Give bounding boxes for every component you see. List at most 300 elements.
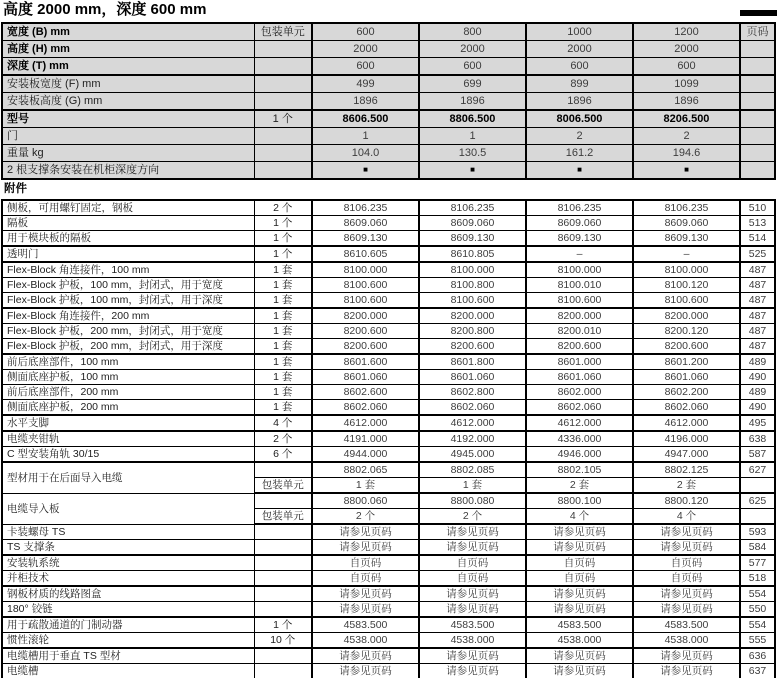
value-cell: 请参见页码 — [526, 602, 633, 618]
accessory-row — [2, 555, 775, 571]
accessory-row — [2, 354, 775, 370]
value-cell: 1099 — [633, 75, 740, 93]
unit-cell — [254, 571, 312, 587]
value-cell: 1 — [312, 128, 419, 145]
page-cell: 550 — [740, 602, 775, 618]
unit-cell — [254, 664, 312, 678]
value-cell: 请参见页码 — [312, 524, 419, 540]
accessory-row — [2, 400, 775, 416]
accessory-label-cell: 卡装螺母 TS — [2, 524, 254, 540]
value-cell: 请参见页码 — [526, 586, 633, 602]
accessory-row — [2, 308, 775, 324]
value-cell: 8200.010 — [526, 324, 633, 339]
page-cell: 518 — [740, 571, 775, 587]
value-cell: 请参见页码 — [312, 648, 419, 664]
value-cell: 8602.600 — [312, 385, 419, 400]
value-cell: 104.0 — [312, 145, 419, 162]
value-cell: 自页码 — [419, 571, 526, 587]
value-cell: 600 — [633, 58, 740, 76]
value-cell: 8802.125 — [633, 462, 740, 478]
value-cell: 161.2 — [526, 145, 633, 162]
accessory-row — [2, 524, 775, 540]
unit-cell — [254, 128, 312, 145]
spec-label-cell: 2 根支撑条安装在机柜深度方向 — [2, 162, 254, 180]
page-cell: 636 — [740, 648, 775, 664]
page-cell — [740, 478, 775, 494]
unit-cell — [254, 462, 312, 478]
page-cell — [740, 41, 775, 58]
accessory-row — [2, 262, 775, 278]
page-cell: 487 — [740, 324, 775, 339]
unit-cell: 6 个 — [254, 447, 312, 463]
unit-cell: 1 套 — [254, 370, 312, 385]
accessory-row — [2, 216, 775, 231]
unit-cell — [254, 162, 312, 180]
page-cell: 587 — [740, 447, 775, 463]
value-cell: 8100.600 — [312, 293, 419, 309]
unit-cell: 1 套 — [254, 293, 312, 309]
page-cell: 525 — [740, 246, 775, 262]
value-cell: 2 个 — [312, 509, 419, 525]
accessory-row — [2, 602, 775, 618]
accessory-label-cell: 前后底座部件，200 mm — [2, 385, 254, 400]
value-cell: 请参见页码 — [419, 540, 526, 556]
accessory-label-cell: 惯性滚轮 — [2, 633, 254, 649]
value-cell: 1 — [419, 128, 526, 145]
spec-label-cell: 门 — [2, 128, 254, 145]
value-cell: 8200.800 — [419, 324, 526, 339]
value-cell: 8609.060 — [419, 216, 526, 231]
value-cell: 请参见页码 — [526, 648, 633, 664]
value-cell: 1 套 — [419, 478, 526, 494]
value-cell: 请参见页码 — [633, 586, 740, 602]
spec-row — [2, 58, 775, 76]
unit-cell: 1 个 — [254, 216, 312, 231]
value-cell: 8601.800 — [419, 354, 526, 370]
page-cell: 593 — [740, 524, 775, 540]
accessory-row — [2, 648, 775, 664]
page-cell: 638 — [740, 431, 775, 447]
accessories-section-header: 附件 — [4, 183, 27, 195]
spec-row — [2, 75, 775, 93]
accessory-label-cell: C 型安装角轨 30/15 — [2, 447, 254, 463]
value-cell: 请参见页码 — [419, 602, 526, 618]
accessory-label-cell: 电缆夹钳轨 — [2, 431, 254, 447]
value-cell: ■ — [312, 162, 419, 180]
value-cell: 请参见页码 — [633, 524, 740, 540]
value-cell: 4336.000 — [526, 431, 633, 447]
page-cell: 554 — [740, 617, 775, 633]
accessory-row — [2, 246, 775, 262]
value-cell: 4583.500 — [526, 617, 633, 633]
value-cell: 请参见页码 — [419, 664, 526, 678]
value-cell: 4583.500 — [419, 617, 526, 633]
accessory-label-cell: 侧板，可用螺钉固定，钢板 — [2, 200, 254, 216]
accessory-row — [2, 339, 775, 355]
value-cell: 8106.235 — [312, 200, 419, 216]
unit-cell — [254, 602, 312, 618]
value-cell: 4583.500 — [633, 617, 740, 633]
page-cell: 577 — [740, 555, 775, 571]
value-cell: 8100.000 — [633, 262, 740, 278]
spec-row — [2, 128, 775, 145]
page-cell: 627 — [740, 462, 775, 478]
spec-table-body — [2, 23, 775, 179]
accessory-row — [2, 540, 775, 556]
unit-cell — [254, 75, 312, 93]
page-cell — [740, 58, 775, 76]
accessory-label-cell: 安装轨系统 — [2, 555, 254, 571]
unit-cell — [254, 493, 312, 509]
value-cell: 自页码 — [526, 571, 633, 587]
value-cell: 499 — [312, 75, 419, 93]
value-cell: 2000 — [633, 41, 740, 58]
value-cell: 8601.200 — [633, 354, 740, 370]
page-cell: 489 — [740, 354, 775, 370]
unit-cell: 2 个 — [254, 200, 312, 216]
accessory-row — [2, 324, 775, 339]
value-cell: 4612.000 — [312, 415, 419, 431]
value-cell: 8200.600 — [633, 339, 740, 355]
value-cell: 8601.060 — [419, 370, 526, 385]
spec-label-cell: 高度 (H) mm — [2, 41, 254, 58]
value-cell: 2000 — [419, 41, 526, 58]
value-cell: 8609.130 — [419, 231, 526, 247]
unit-cell: 1 套 — [254, 324, 312, 339]
value-cell: 8200.600 — [419, 339, 526, 355]
value-cell: 8602.800 — [419, 385, 526, 400]
accessory-label-cell: 前后底座部件，100 mm — [2, 354, 254, 370]
value-cell: 请参见页码 — [312, 602, 419, 618]
page-cell: 510 — [740, 200, 775, 216]
value-cell: 8200.600 — [312, 339, 419, 355]
value-cell: 8602.060 — [312, 400, 419, 416]
spec-row — [2, 23, 775, 41]
accessory-label-cell: Flex-Block 护板，100 mm，封闭式，用于深度 — [2, 293, 254, 309]
accessory-label-cell: 钢板材质的线路图盒 — [2, 586, 254, 602]
accessory-label-cell: Flex-Block 角连接件，200 mm — [2, 308, 254, 324]
accessory-row — [2, 231, 775, 247]
value-cell: 8100.000 — [312, 262, 419, 278]
value-cell: 8606.500 — [312, 110, 419, 128]
value-cell: 8802.065 — [312, 462, 419, 478]
value-cell: 8800.100 — [526, 493, 633, 509]
value-cell: 8601.060 — [633, 370, 740, 385]
value-cell: 自页码 — [633, 571, 740, 587]
value-cell: 4612.000 — [419, 415, 526, 431]
unit-cell: 1 套 — [254, 278, 312, 293]
unit-cell: 1 套 — [254, 400, 312, 416]
page-cell — [740, 93, 775, 111]
value-cell: 699 — [419, 75, 526, 93]
value-cell: 4192.000 — [419, 431, 526, 447]
value-cell: 请参见页码 — [312, 664, 419, 678]
value-cell: 请参见页码 — [633, 540, 740, 556]
value-cell: 2 — [526, 128, 633, 145]
page-cell: 487 — [740, 308, 775, 324]
accessory-row — [2, 385, 775, 400]
accessory-label-cell: 用于模块板的隔板 — [2, 231, 254, 247]
accessory-row — [2, 617, 775, 633]
value-cell: 8106.235 — [526, 200, 633, 216]
value-cell: 130.5 — [419, 145, 526, 162]
value-cell: 8806.500 — [419, 110, 526, 128]
accessory-row — [2, 200, 775, 216]
value-cell: 8601.000 — [526, 354, 633, 370]
accessory-label-cell: Flex-Block 护板，100 mm，封闭式，用于宽度 — [2, 278, 254, 293]
value-cell: 8800.060 — [312, 493, 419, 509]
value-cell: 4538.000 — [526, 633, 633, 649]
page-cell: 495 — [740, 415, 775, 431]
unit-cell: 4 个 — [254, 415, 312, 431]
value-cell: 8100.120 — [633, 278, 740, 293]
value-cell: 8100.800 — [419, 278, 526, 293]
value-cell: 4944.000 — [312, 447, 419, 463]
unit-cell: 1 个 — [254, 231, 312, 247]
unit-cell — [254, 145, 312, 162]
value-cell: 8802.085 — [419, 462, 526, 478]
accessory-row — [2, 370, 775, 385]
unit-cell — [254, 586, 312, 602]
value-cell: 请参见页码 — [526, 664, 633, 678]
value-cell: 请参见页码 — [419, 586, 526, 602]
value-cell: 1896 — [419, 93, 526, 111]
value-cell: 1896 — [633, 93, 740, 111]
page-cell: 514 — [740, 231, 775, 247]
value-cell: 4 个 — [526, 509, 633, 525]
value-cell: 请参见页码 — [312, 540, 419, 556]
page-cell: 625 — [740, 493, 775, 509]
unit-cell: 包装单元 — [254, 509, 312, 525]
accessory-label-cell: 用于疏散通道的门制动器 — [2, 617, 254, 633]
value-cell: 8206.500 — [633, 110, 740, 128]
value-cell: ■ — [526, 162, 633, 180]
value-cell: – — [526, 246, 633, 262]
value-cell: 请参见页码 — [633, 602, 740, 618]
spec-label-cell: 安装板宽度 (F) mm — [2, 75, 254, 93]
value-cell: 8602.200 — [633, 385, 740, 400]
accessory-row — [2, 431, 775, 447]
value-cell: 2 套 — [526, 478, 633, 494]
page-cell — [740, 75, 775, 93]
value-cell: ■ — [633, 162, 740, 180]
value-cell: 8609.130 — [526, 231, 633, 247]
value-cell: 4612.000 — [633, 415, 740, 431]
page-cell: 554 — [740, 586, 775, 602]
value-cell: 8800.120 — [633, 493, 740, 509]
accessory-row — [2, 462, 775, 478]
spec-label-cell: 型号 — [2, 110, 254, 128]
accessory-label-cell: 侧面底座护板，100 mm — [2, 370, 254, 385]
value-cell: 8610.805 — [419, 246, 526, 262]
value-cell: 8602.060 — [419, 400, 526, 416]
value-cell: 请参见页码 — [419, 648, 526, 664]
accessory-label-cell: Flex-Block 角连接件，100 mm — [2, 262, 254, 278]
spec-row — [2, 110, 775, 128]
value-cell: 自页码 — [419, 555, 526, 571]
unit-cell — [254, 524, 312, 540]
unit-cell: 包装单元 — [254, 23, 312, 41]
value-cell: 自页码 — [526, 555, 633, 571]
page-cell: 487 — [740, 293, 775, 309]
value-cell: 4947.000 — [633, 447, 740, 463]
value-cell: 8100.000 — [526, 262, 633, 278]
accessory-row — [2, 664, 775, 678]
spec-label-cell: 安装板高度 (G) mm — [2, 93, 254, 111]
accessory-row — [2, 571, 775, 587]
value-cell: 194.6 — [633, 145, 740, 162]
value-cell: 1000 — [526, 23, 633, 41]
spec-row — [2, 145, 775, 162]
page-cell — [740, 509, 775, 525]
accessory-label-cell: 180° 铰链 — [2, 602, 254, 618]
value-cell: 8602.060 — [633, 400, 740, 416]
value-cell: 8200.000 — [312, 308, 419, 324]
value-cell: 2 个 — [419, 509, 526, 525]
value-cell: 8601.600 — [312, 354, 419, 370]
value-cell: 1896 — [312, 93, 419, 111]
value-cell: 4538.000 — [633, 633, 740, 649]
unit-cell — [254, 41, 312, 58]
value-cell: 8200.000 — [419, 308, 526, 324]
unit-cell: 1 套 — [254, 354, 312, 370]
value-cell: 自页码 — [633, 555, 740, 571]
value-cell: 自页码 — [312, 571, 419, 587]
value-cell: 4191.000 — [312, 431, 419, 447]
value-cell: 8006.500 — [526, 110, 633, 128]
unit-cell: 1 套 — [254, 308, 312, 324]
accessory-row — [2, 278, 775, 293]
page-cell: 489 — [740, 385, 775, 400]
spec-label-cell: 宽度 (B) mm — [2, 23, 254, 41]
unit-cell — [254, 648, 312, 664]
value-cell: 8610.605 — [312, 246, 419, 262]
value-cell: 8609.060 — [633, 216, 740, 231]
page-cell — [740, 128, 775, 145]
page-cell — [740, 162, 775, 180]
value-cell: 2 套 — [633, 478, 740, 494]
accessory-label-cell: Flex-Block 护板，200 mm，封闭式，用于深度 — [2, 339, 254, 355]
value-cell: 请参见页码 — [419, 524, 526, 540]
accessories-table-body — [2, 200, 775, 678]
accessory-label-cell: 透明门 — [2, 246, 254, 262]
value-cell: 2000 — [526, 41, 633, 58]
spec-table — [1, 22, 776, 180]
page-cell: 555 — [740, 633, 775, 649]
value-cell: 8200.000 — [633, 308, 740, 324]
value-cell: 8100.010 — [526, 278, 633, 293]
value-cell: 4538.000 — [312, 633, 419, 649]
page-cell: 487 — [740, 262, 775, 278]
accessory-label-cell: 电缆导入板 — [2, 493, 254, 524]
accessory-row — [2, 447, 775, 463]
value-cell: 8609.060 — [312, 216, 419, 231]
page-cell: 页码 — [740, 23, 775, 41]
value-cell: 800 — [419, 23, 526, 41]
value-cell: ■ — [419, 162, 526, 180]
value-cell: 600 — [312, 23, 419, 41]
page-cell: 487 — [740, 278, 775, 293]
page-edge-tab-marker — [740, 10, 777, 16]
tables-wrap — [1, 22, 775, 678]
value-cell: 8100.000 — [419, 262, 526, 278]
page-cell: 490 — [740, 370, 775, 385]
unit-cell: 10 个 — [254, 633, 312, 649]
spec-label-cell: 深度 (T) mm — [2, 58, 254, 76]
page-cell: 490 — [740, 400, 775, 416]
spec-row — [2, 93, 775, 111]
value-cell: 8609.130 — [312, 231, 419, 247]
value-cell: 4946.000 — [526, 447, 633, 463]
accessory-row — [2, 633, 775, 649]
value-cell: 8200.000 — [526, 308, 633, 324]
page-cell — [740, 110, 775, 128]
unit-cell: 1 套 — [254, 262, 312, 278]
page-cell: 513 — [740, 216, 775, 231]
value-cell: 4583.500 — [312, 617, 419, 633]
value-cell: 4612.000 — [526, 415, 633, 431]
value-cell: 8802.105 — [526, 462, 633, 478]
accessory-label-cell: TS 支撑条 — [2, 540, 254, 556]
value-cell: 8106.235 — [419, 200, 526, 216]
value-cell: 请参见页码 — [526, 524, 633, 540]
value-cell: 8601.060 — [312, 370, 419, 385]
value-cell: 4945.000 — [419, 447, 526, 463]
value-cell: 自页码 — [312, 555, 419, 571]
value-cell: 2000 — [312, 41, 419, 58]
unit-cell — [254, 540, 312, 556]
page-cell: 637 — [740, 664, 775, 678]
value-cell: 8200.600 — [312, 324, 419, 339]
value-cell: – — [633, 246, 740, 262]
unit-cell: 包装单元 — [254, 478, 312, 494]
accessory-label-cell: Flex-Block 护板，200 mm，封闭式，用于宽度 — [2, 324, 254, 339]
unit-cell — [254, 555, 312, 571]
value-cell: 4538.000 — [419, 633, 526, 649]
accessory-label-cell: 电缆槽 — [2, 664, 254, 678]
spec-label-cell: 重量 kg — [2, 145, 254, 162]
value-cell: 2 — [633, 128, 740, 145]
unit-cell: 1 个 — [254, 617, 312, 633]
value-cell: 请参见页码 — [526, 540, 633, 556]
accessory-row — [2, 293, 775, 309]
accessory-label-cell: 侧面底座护板，200 mm — [2, 400, 254, 416]
page-cell — [740, 145, 775, 162]
unit-cell: 1 个 — [254, 110, 312, 128]
accessories-table — [1, 199, 776, 678]
value-cell: 请参见页码 — [312, 586, 419, 602]
page-title: 高度 2000 mm，深度 600 mm — [3, 1, 207, 18]
unit-cell: 2 个 — [254, 431, 312, 447]
unit-cell: 1 套 — [254, 385, 312, 400]
accessory-label-cell: 隔板 — [2, 216, 254, 231]
accessory-label-cell: 并柜技术 — [2, 571, 254, 587]
unit-cell — [254, 58, 312, 76]
value-cell: 8800.080 — [419, 493, 526, 509]
value-cell: 8609.130 — [633, 231, 740, 247]
value-cell: 899 — [526, 75, 633, 93]
value-cell: 1 套 — [312, 478, 419, 494]
value-cell: 请参见页码 — [633, 648, 740, 664]
accessory-row — [2, 493, 775, 509]
accessory-label-cell: 电缆槽用于垂直 TS 型材 — [2, 648, 254, 664]
value-cell: 4 个 — [633, 509, 740, 525]
value-cell: 8106.235 — [633, 200, 740, 216]
value-cell: 8100.600 — [526, 293, 633, 309]
unit-cell: 1 套 — [254, 339, 312, 355]
value-cell: 8100.600 — [633, 293, 740, 309]
unit-cell: 1 个 — [254, 246, 312, 262]
